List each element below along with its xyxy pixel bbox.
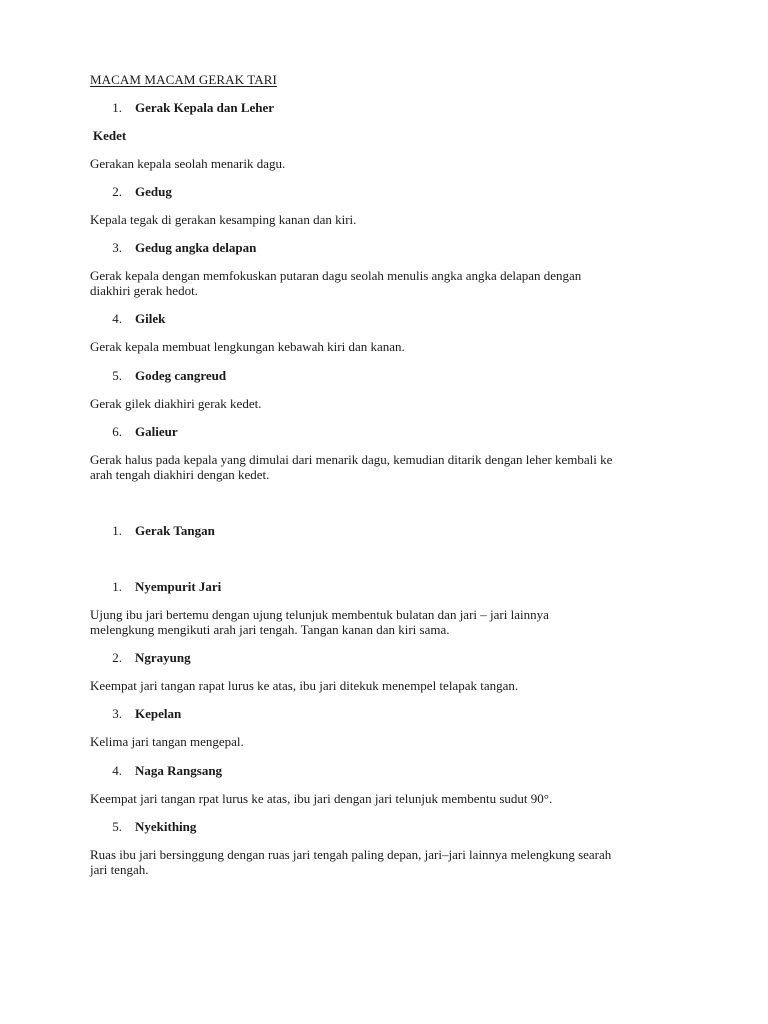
item-description: Kelima jari tangan mengepal. bbox=[90, 734, 244, 749]
item-title: Godeg cangreud bbox=[135, 368, 227, 383]
item-description: Ujung ibu jari bertemu dengan ujung telunjuk membentuk bulatan dan jari – jari lainnya bbox=[90, 607, 549, 622]
item-description: Gerak kepala membuat lengkungan kebawah kiri dan kanan. bbox=[90, 339, 405, 354]
item-description: Gerak gilek diakhiri gerak kedet. bbox=[90, 396, 262, 411]
item-title: Ngrayung bbox=[135, 650, 191, 665]
section-heading: Gerak Kepala dan Leher bbox=[135, 100, 275, 115]
item-description: melengkung mengikuti arah jari tengah. Tangan kanan dan kiri sama. bbox=[90, 622, 450, 637]
item-number: 3. bbox=[112, 706, 122, 721]
item-title: Gilek bbox=[135, 311, 166, 326]
item-description: Ruas ibu jari bersinggung dengan ruas jari tengah paling depan, jari–jari lainnya melengkung searah bbox=[90, 847, 612, 862]
item-title: Nyempurit Jari bbox=[135, 579, 222, 594]
item-number: 6. bbox=[112, 424, 122, 439]
item-description: Keempat jari tangan rpat lurus ke atas, ibu jari dengan jari telunjuk membentu sudut 90°. bbox=[90, 791, 553, 806]
item-number: 1. bbox=[112, 579, 122, 594]
item-title: Galieur bbox=[135, 424, 178, 439]
section-number: 1. bbox=[112, 523, 122, 538]
item-title: Gedug angka delapan bbox=[135, 240, 257, 255]
item-description: arah tengah diakhiri dengan kedet. bbox=[90, 467, 270, 482]
item-description: Keempat jari tangan rapat lurus ke atas, ibu jari ditekuk menempel telapak tangan. bbox=[90, 678, 519, 693]
item-number: 5. bbox=[112, 368, 122, 383]
item-description: Gerak kepala dengan memfokuskan putaran dagu seolah menulis angka angka delapan dengan bbox=[90, 268, 582, 283]
item-description: jari tengah. bbox=[90, 862, 149, 877]
item-title: Gedug bbox=[135, 184, 172, 199]
item-description: Gerak halus pada kepala yang dimulai dari menarik dagu, kemudian ditarik dengan leher kembali ke bbox=[90, 452, 613, 467]
item-title: Naga Rangsang bbox=[135, 763, 223, 778]
item-description: Kepala tegak di gerakan kesamping kanan dan kiri. bbox=[90, 212, 357, 227]
sub-heading: Kedet bbox=[93, 128, 127, 143]
item-number: 5. bbox=[112, 819, 122, 834]
item-number: 2. bbox=[112, 650, 122, 665]
item-number: 4. bbox=[112, 763, 122, 778]
document-title: MACAM MACAM GERAK TARI bbox=[90, 72, 277, 87]
item-description: diakhiri gerak hedot. bbox=[90, 283, 198, 298]
section-number: 1. bbox=[112, 100, 122, 115]
item-number: 4. bbox=[112, 311, 122, 326]
item-number: 2. bbox=[112, 184, 122, 199]
item-title: Kepelan bbox=[135, 706, 182, 721]
section-heading: Gerak Tangan bbox=[135, 523, 215, 538]
item-description: Gerakan kepala seolah menarik dagu. bbox=[90, 156, 286, 171]
item-title: Nyekithing bbox=[135, 819, 197, 834]
item-number: 3. bbox=[112, 240, 122, 255]
